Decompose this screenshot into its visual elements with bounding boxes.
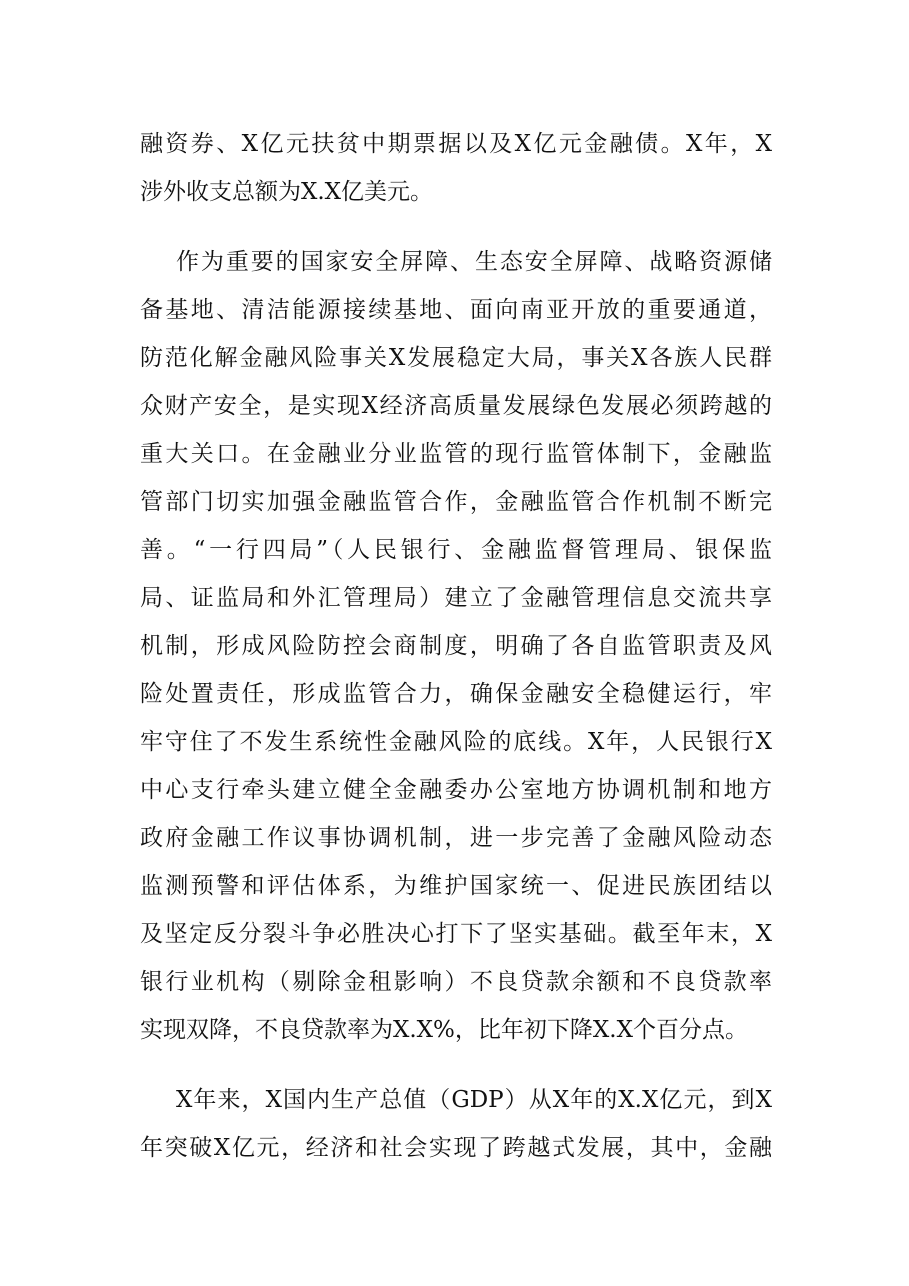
text-line: [0, 722, 909, 762]
text-line: [0, 242, 909, 282]
line-text: 银行业机构（剔除金租影响）不良贷款余额和不良贷款率: [140, 969, 772, 995]
text-line: [0, 1128, 909, 1168]
line-text: 牢守住了不发生系统性金融风险的底线。X年，人民银行X: [140, 729, 772, 755]
text-line: [0, 482, 909, 522]
line-text: 年突破X亿元，经济和社会实现了跨越式发展，其中，金融: [140, 1135, 772, 1161]
line-text: 防范化解金融风险事关X发展稳定大局，事关X各族人民群: [140, 345, 772, 371]
text-line: [0, 1080, 909, 1120]
text-line: [0, 962, 909, 1002]
text-line: [0, 578, 909, 618]
text-line: [0, 626, 909, 666]
text-line: [0, 1010, 909, 1050]
text-line: [0, 290, 909, 330]
line-text: 备基地、清洁能源接续基地、面向南亚开放的重要通道，: [140, 297, 772, 323]
text-line: [0, 434, 909, 474]
line-text: 及坚定反分裂斗争必胜决心打下了坚实基础。截至年末，X: [140, 921, 772, 947]
text-line: [0, 172, 909, 212]
line-text: 机制，形成风险防控会商制度，明确了各自监管职责及风: [140, 633, 772, 659]
line-text: 融资券、X亿元扶贫中期票据以及X亿元金融债。X年，X: [140, 131, 772, 157]
line-text: 涉外收支总额为X.X亿美元。: [140, 179, 434, 205]
text-line: [0, 530, 909, 570]
line-text: 政府金融工作议事协调机制，进一步完善了金融风险动态: [140, 825, 772, 851]
line-text: 监测预警和评估体系，为维护国家统一、促进民族团结以: [140, 873, 772, 899]
text-line: [0, 770, 909, 810]
line-text: 中心支行牵头建立健全金融委办公室地方协调机制和地方: [140, 777, 772, 803]
line-text: 作为重要的国家安全屏障、生态安全屏障、战略资源储: [176, 249, 772, 275]
line-text: 善。“一行四局”（人民银行、金融监督管理局、银保监: [140, 537, 772, 563]
line-text: 众财产安全，是实现X经济高质量发展绿色发展必须跨越的: [140, 393, 772, 419]
text-line: [0, 866, 909, 906]
text-line: [0, 674, 909, 714]
text-line: [0, 914, 909, 954]
text-line: [0, 124, 909, 164]
text-line: [0, 386, 909, 426]
text-line: [0, 818, 909, 858]
line-text: 局、证监局和外汇管理局）建立了金融管理信息交流共享: [140, 585, 772, 611]
line-text: X年来，X国内生产总值（GDP）从X年的X.X亿元，到X: [176, 1087, 772, 1113]
text-line: [0, 338, 909, 378]
line-text: 重大关口。在金融业分业监管的现行监管体制下，金融监: [140, 441, 772, 467]
line-text: 实现双降，不良贷款率为X.X%，比年初下降X.X个百分点。: [140, 1017, 748, 1043]
line-text: 险处置责任，形成监管合力，确保金融安全稳健运行，牢: [140, 681, 772, 707]
line-text: 管部门切实加强金融监管合作，金融监管合作机制不断完: [140, 489, 772, 515]
